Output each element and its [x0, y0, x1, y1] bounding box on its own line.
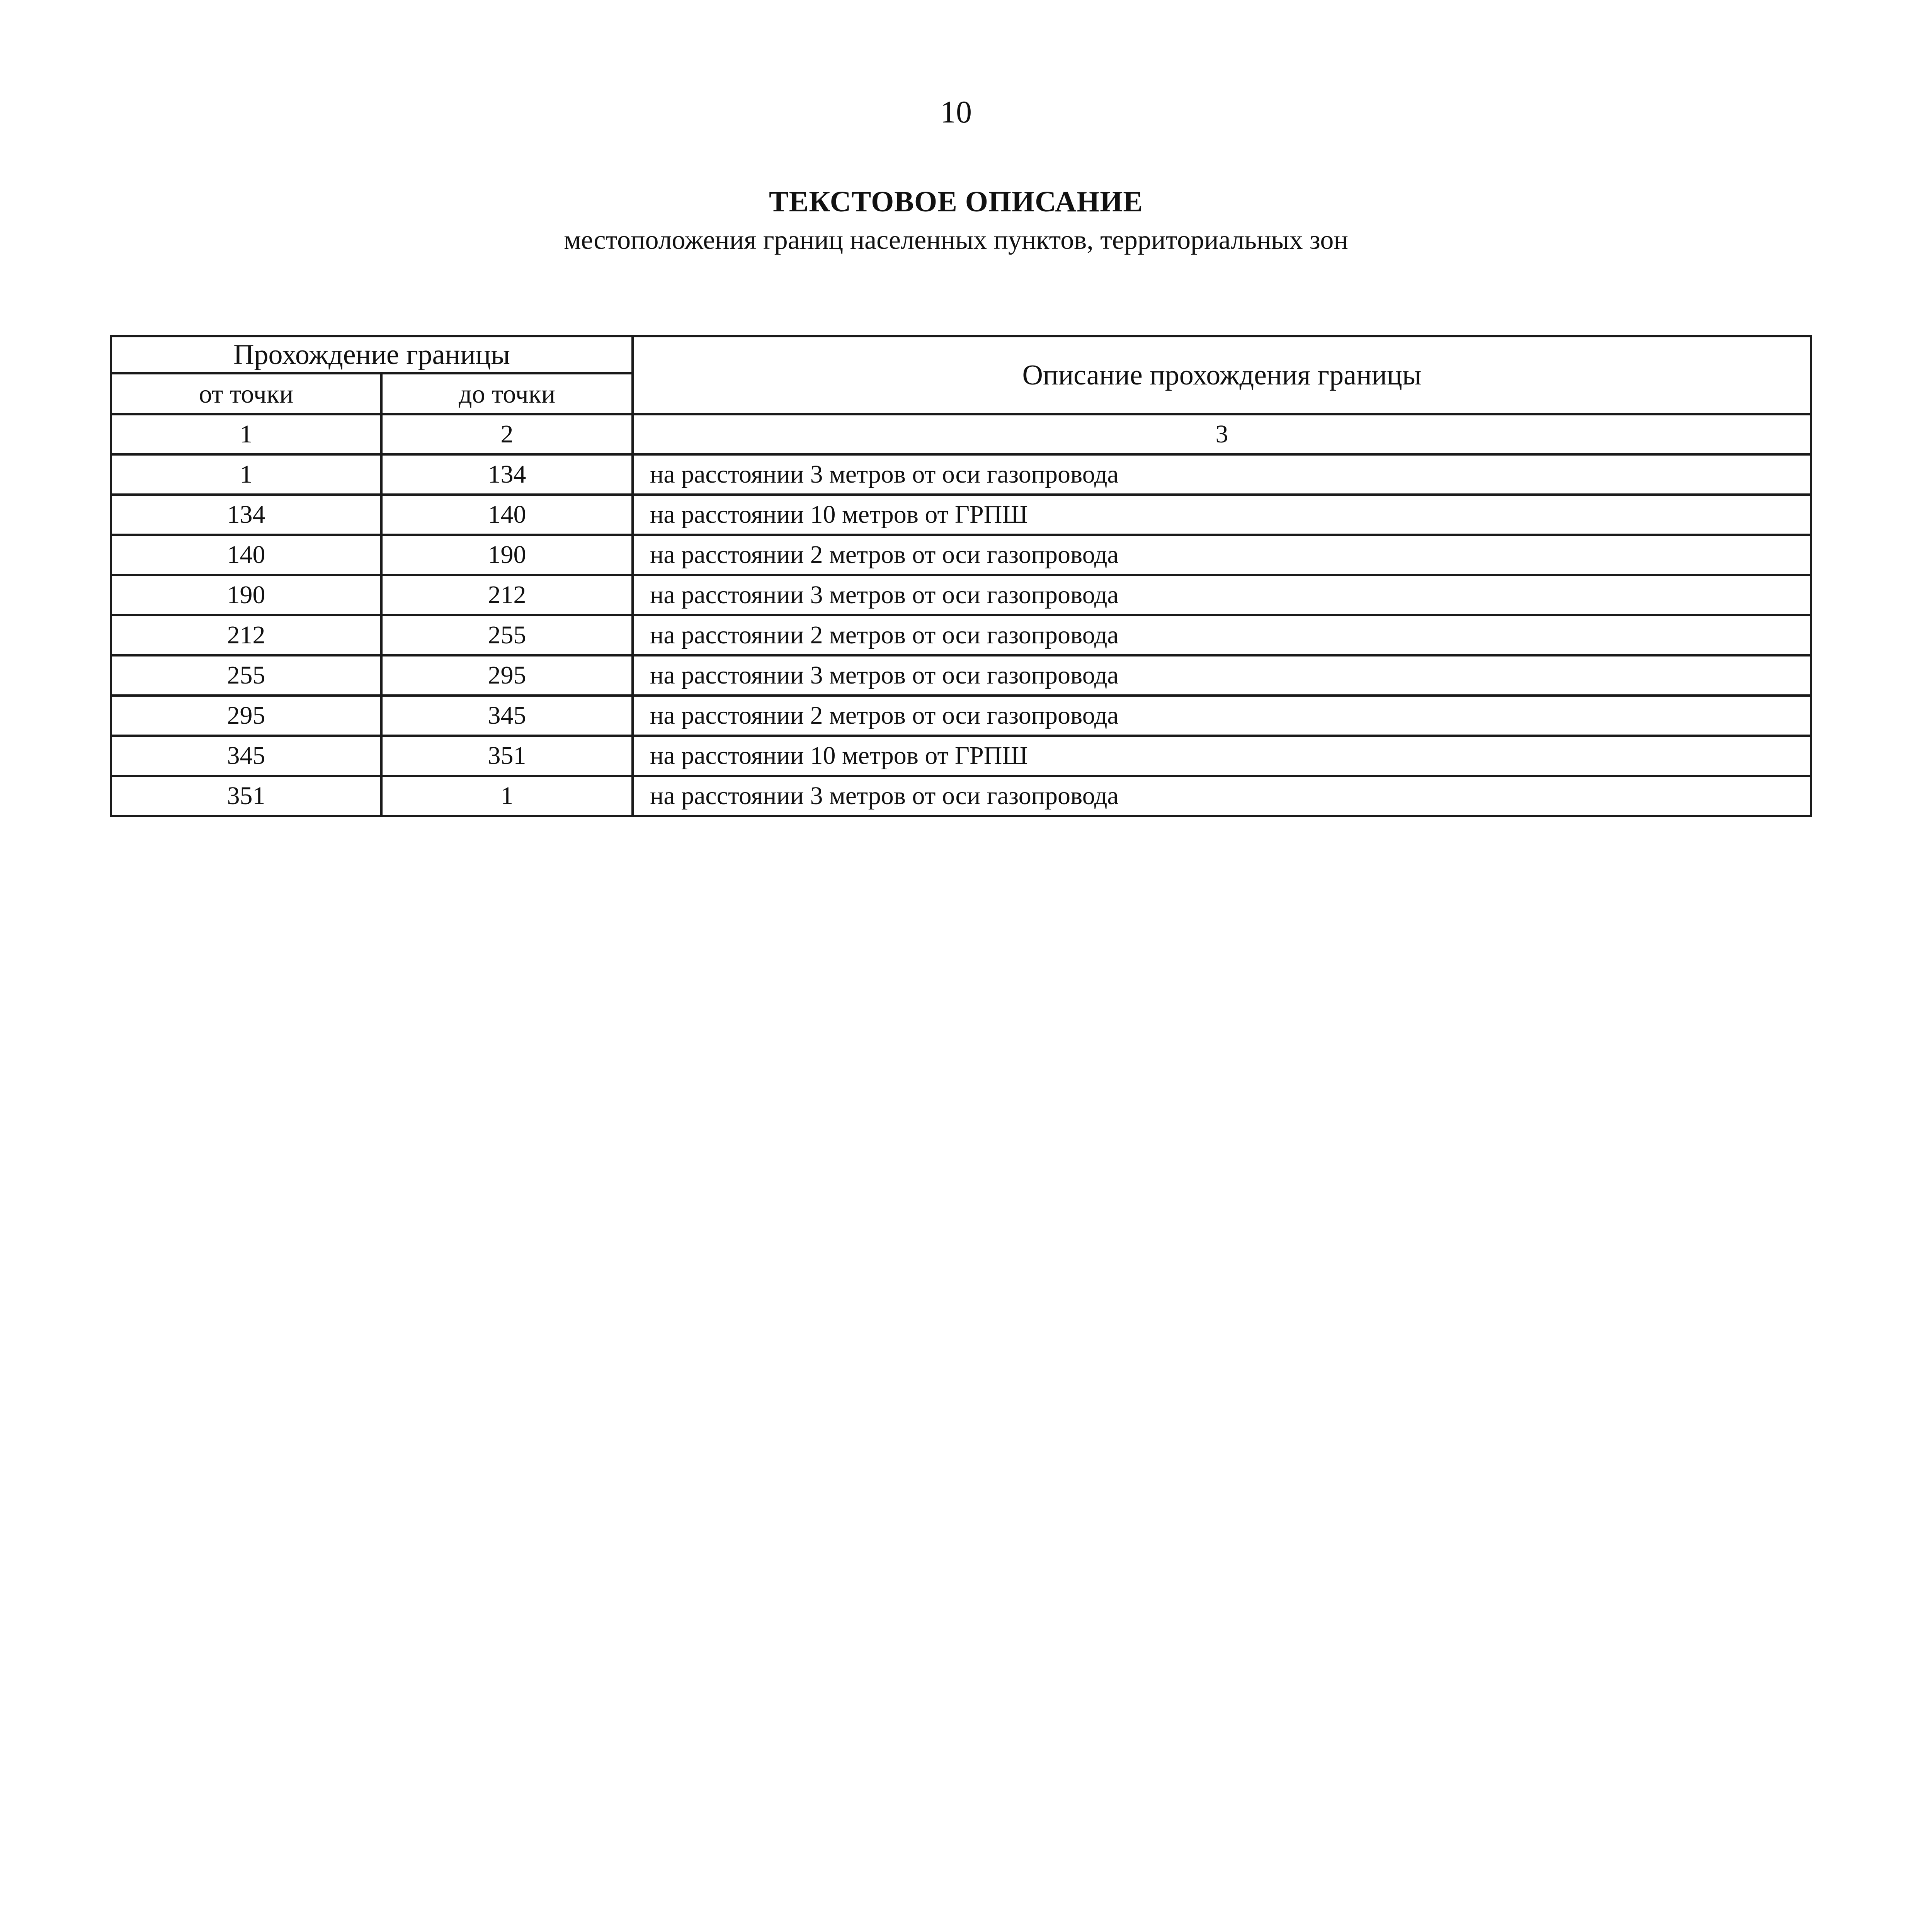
table-row: [111, 575, 1811, 615]
from-point-cell: 255: [111, 655, 381, 696]
from-point-cell: 190: [111, 575, 381, 615]
table-row: [111, 696, 1811, 736]
description-cell: на расстоянии 10 метров от ГРПШ: [633, 736, 1811, 776]
page-number: 10: [940, 94, 972, 129]
to-point-header: до точки: [381, 373, 633, 414]
to-point-cell: 1: [381, 776, 633, 816]
description-cell: на расстоянии 3 метров от оси газопровода: [633, 575, 1811, 615]
description-cell: на расстоянии 2 метров от оси газопровода: [633, 696, 1811, 736]
table-row: [111, 495, 1811, 535]
document-title: ТЕКСТОВОЕ ОПИСАНИЕ: [769, 185, 1143, 218]
boundary-description-table: [110, 335, 1812, 817]
to-point-cell: 255: [381, 615, 633, 655]
from-point-cell: 295: [111, 696, 381, 736]
description-header: Описание прохождения границы: [633, 336, 1811, 414]
to-point-cell: 345: [381, 696, 633, 736]
to-point-cell: 190: [381, 535, 633, 575]
from-point-cell: 212: [111, 615, 381, 655]
table-row: [111, 736, 1811, 776]
table-header-row: [111, 336, 1811, 373]
column-number: 3: [633, 414, 1811, 454]
column-number: 2: [381, 414, 633, 454]
from-point-cell: 134: [111, 495, 381, 535]
to-point-cell: 134: [381, 454, 633, 495]
from-point-cell: 140: [111, 535, 381, 575]
description-cell: на расстоянии 3 метров от оси газопровода: [633, 454, 1811, 495]
from-point-cell: 345: [111, 736, 381, 776]
description-cell: на расстоянии 2 метров от оси газопровода: [633, 615, 1811, 655]
table-row: [111, 454, 1811, 495]
from-point-cell: 1: [111, 454, 381, 495]
from-point-cell: 351: [111, 776, 381, 816]
description-cell: на расстоянии 10 метров от ГРПШ: [633, 495, 1811, 535]
table-row: [111, 776, 1811, 816]
description-cell: на расстоянии 3 метров от оси газопровода: [633, 776, 1811, 816]
to-point-cell: 351: [381, 736, 633, 776]
to-point-cell: 295: [381, 655, 633, 696]
table-row: [111, 615, 1811, 655]
document-subtitle: местоположения границ населенных пунктов, территориальных зон: [564, 225, 1348, 255]
from-point-header: от точки: [111, 373, 381, 414]
description-cell: на расстоянии 2 метров от оси газопровода: [633, 535, 1811, 575]
table-row: [111, 655, 1811, 696]
column-number-row: [111, 414, 1811, 454]
column-number: 1: [111, 414, 381, 454]
to-point-cell: 140: [381, 495, 633, 535]
to-point-cell: 212: [381, 575, 633, 615]
description-cell: на расстоянии 3 метров от оси газопровода: [633, 655, 1811, 696]
table-row: [111, 535, 1811, 575]
boundary-passage-header: Прохождение границы: [111, 336, 633, 373]
